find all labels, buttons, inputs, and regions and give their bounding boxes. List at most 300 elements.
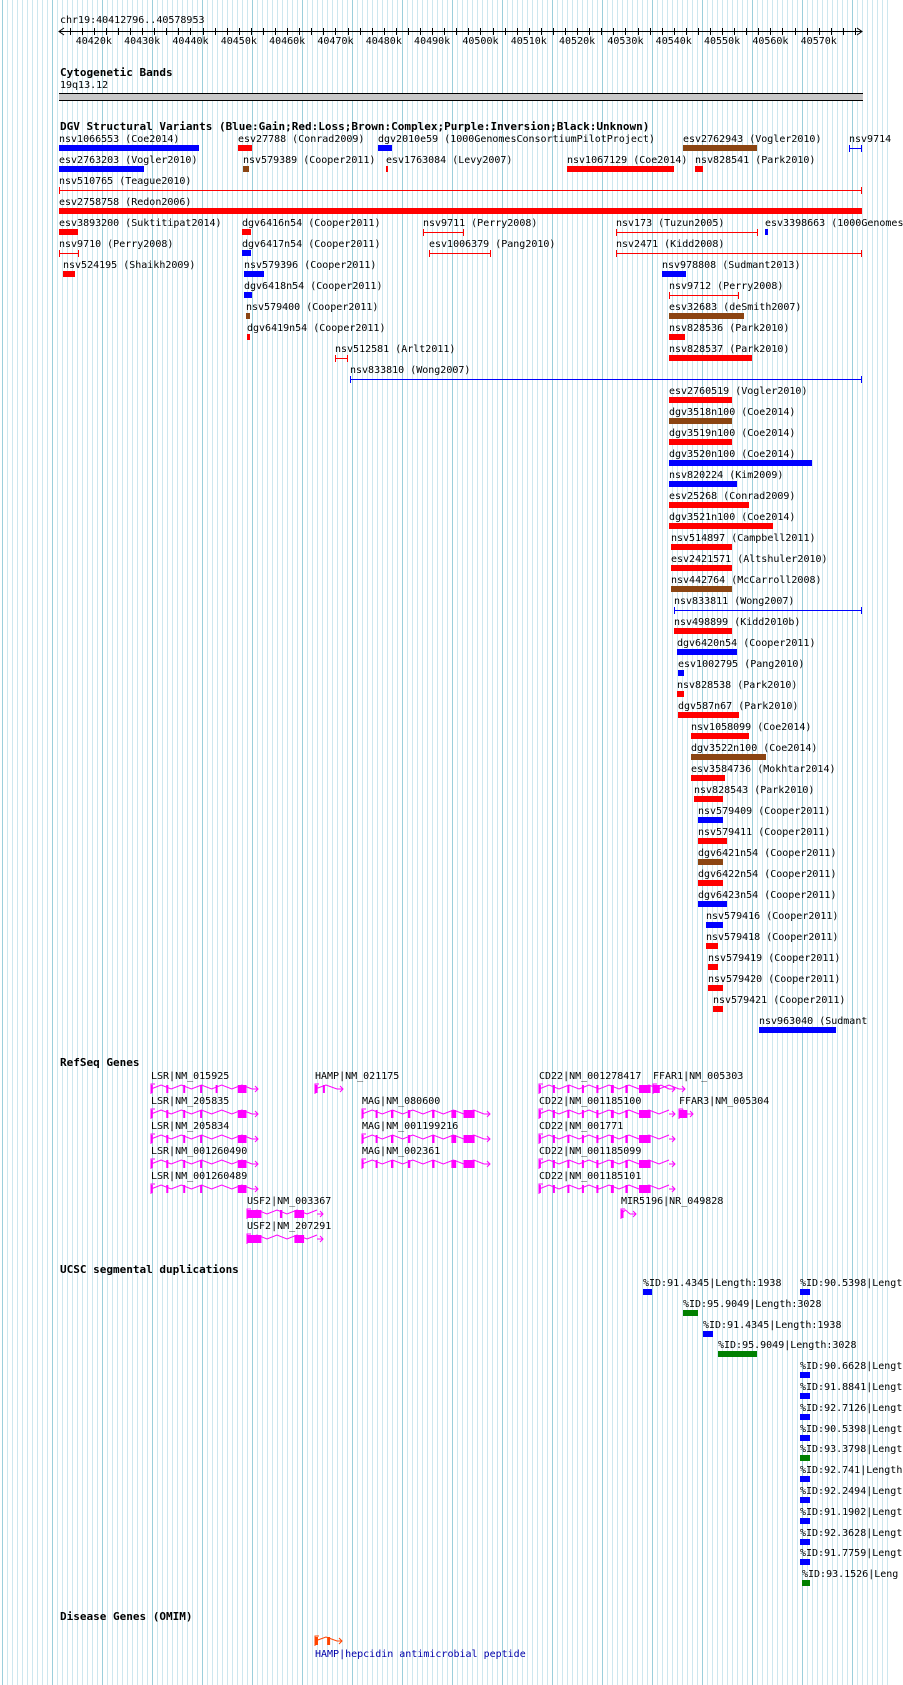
- dgv-variant-label[interactable]: nsv510765 (Teague2010): [59, 176, 192, 187]
- dgv-variant-bar[interactable]: [698, 859, 723, 865]
- refseq-gene-model[interactable]: [362, 1132, 492, 1146]
- dgv-variant-label[interactable]: nsv833811 (Wong2007): [674, 596, 795, 607]
- dgv-variant-cap: [757, 229, 758, 236]
- dgv-variant-label[interactable]: nsv524195 (Shaikh2009): [63, 260, 196, 271]
- refseq-gene-label[interactable]: CD22|NM_001185101: [539, 1171, 642, 1182]
- refseq-gene-model[interactable]: [539, 1132, 677, 1146]
- dgv-variant-bar[interactable]: [669, 460, 812, 466]
- exon-block: [432, 1160, 434, 1168]
- dgv-variant-bar[interactable]: [695, 166, 703, 172]
- dgv-variant-label[interactable]: dgv587n67 (Park2010): [678, 701, 799, 712]
- strand-arrow-icon: [337, 1086, 343, 1092]
- exon-block: [464, 1110, 475, 1118]
- exon-block: [200, 1160, 202, 1168]
- dgv-variant-bar[interactable]: [59, 229, 78, 235]
- dgv-variant-bar[interactable]: [59, 166, 144, 172]
- dgv-variant-line[interactable]: [429, 253, 491, 254]
- segdup-bar[interactable]: [800, 1414, 810, 1420]
- exon-block: [200, 1185, 202, 1193]
- dgv-variant-label[interactable]: nsv820224 (Kim2009): [669, 470, 784, 481]
- dgv-variant-bar[interactable]: [698, 817, 723, 823]
- dgv-variant-bar[interactable]: [378, 145, 392, 151]
- exon-block: [539, 1110, 541, 1118]
- exon-block: [679, 1110, 687, 1118]
- strand-arrow-icon: [630, 1211, 636, 1217]
- segdup-label[interactable]: %ID:92.741|Length: [800, 1465, 903, 1477]
- segdup-bar[interactable]: [800, 1476, 810, 1482]
- exon-block: [639, 1085, 651, 1093]
- segdup-label[interactable]: %ID:95.9049|Length:3028: [718, 1340, 857, 1352]
- dgv-variant-label[interactable]: nsv1066553 (Coe2014): [59, 134, 180, 145]
- exon-block: [582, 1185, 584, 1193]
- segdup-label[interactable]: %ID:93.1526|Leng: [802, 1569, 899, 1581]
- exon-block: [166, 1135, 168, 1143]
- segdup-label[interactable]: %ID:91.8841|Lengt: [800, 1382, 903, 1393]
- dgv-variant-line[interactable]: [669, 295, 739, 296]
- exon-block: [654, 1085, 660, 1093]
- dgv-variant-cap: [78, 250, 79, 257]
- refseq-gene-model[interactable]: [315, 1082, 345, 1096]
- exon-block: [539, 1085, 541, 1093]
- dgv-variant-label[interactable]: nsv9711 (Perry2008): [423, 218, 538, 229]
- exon-block: [391, 1135, 393, 1143]
- refseq-gene-model[interactable]: [151, 1157, 260, 1171]
- dgv-track-title: DGV Structural Variants (Blue:Gain;Red:Loss;Brown:Complex;Purple:Inversion;Black:Unknown): [60, 120, 650, 133]
- refseq-gene-label[interactable]: MAG|NM_001199216: [362, 1121, 459, 1132]
- ruler-tick-label: 40470k: [317, 36, 354, 47]
- dgv-variant-bar[interactable]: [678, 670, 684, 676]
- ruler-tick-label: 40550k: [704, 36, 741, 47]
- dgv-variant-bar[interactable]: [677, 691, 684, 697]
- dgv-variant-label[interactable]: esv2758758 (Redon2006): [59, 197, 192, 208]
- dgv-variant-label[interactable]: nsv828538 (Park2010): [677, 680, 798, 691]
- dgv-variant-bar[interactable]: [244, 271, 264, 277]
- dgv-variant-bar[interactable]: [708, 985, 723, 991]
- dgv-variant-cap: [861, 145, 862, 152]
- segdup-label[interactable]: %ID:93.3798|Lengt: [800, 1444, 903, 1456]
- dgv-variant-bar[interactable]: [669, 439, 732, 445]
- strand-arrow-icon: [484, 1161, 490, 1167]
- dgv-variant-label[interactable]: nsv579420 (Cooper2011): [708, 974, 841, 985]
- exon-block: [151, 1185, 153, 1193]
- refseq-gene-label[interactable]: FFAR1|NM_005303: [653, 1071, 744, 1082]
- dgv-variant-label[interactable]: nsv1058099 (Coe2014): [691, 722, 812, 733]
- dgv-variant-label[interactable]: nsv579419 (Cooper2011): [708, 953, 841, 964]
- dgv-variant-label[interactable]: dgv3520n100 (Coe2014): [669, 449, 796, 460]
- dgv-variant-label[interactable]: nsv828541 (Park2010): [695, 155, 816, 166]
- dgv-variant-line[interactable]: [59, 190, 862, 191]
- strand-arrow-icon: [669, 1111, 675, 1117]
- dgv-variant-label[interactable]: dgv6421n54 (Cooper2011): [698, 848, 837, 859]
- exon-block: [567, 1185, 569, 1193]
- segdup-bar[interactable]: [802, 1580, 810, 1586]
- refseq-gene-label[interactable]: CD22|NM_001771: [539, 1121, 624, 1132]
- segdup-bar[interactable]: [718, 1351, 757, 1357]
- exon-block: [596, 1135, 598, 1143]
- strand-arrow-icon: [669, 1086, 675, 1092]
- segdup-label[interactable]: %ID:90.5398|Lengt: [800, 1423, 903, 1435]
- coordinate-ruler: [0, 24, 890, 54]
- refseq-gene-model[interactable]: [151, 1182, 260, 1196]
- refseq-gene-label[interactable]: USF2|NM_207291: [247, 1221, 332, 1232]
- dgv-variant-bar[interactable]: [694, 796, 723, 802]
- segdup-label[interactable]: %ID:92.3628|Lengt: [800, 1527, 903, 1539]
- dgv-variant-cap: [423, 229, 424, 236]
- dgv-variant-cap: [335, 355, 336, 362]
- dgv-variant-cap: [616, 250, 617, 257]
- dgv-variant-label[interactable]: nsv579421 (Cooper2011): [713, 995, 846, 1006]
- dgv-variant-cap: [490, 250, 491, 257]
- dgv-variant-label[interactable]: esv3398663 (1000Genomes: [765, 218, 903, 229]
- exon-block: [151, 1110, 153, 1118]
- ruler-tick-label: 40540k: [655, 36, 692, 47]
- exon-block: [611, 1085, 614, 1093]
- exon-block: [238, 1135, 247, 1143]
- omim-exon: [315, 1637, 318, 1645]
- exon-block: [639, 1160, 651, 1168]
- dgv-variant-label[interactable]: nsv579416 (Cooper2011): [706, 911, 839, 922]
- dgv-variant-label[interactable]: esv2762943 (Vogler2010): [683, 134, 822, 145]
- dgv-variant-bar[interactable]: [669, 397, 732, 403]
- dgv-variant-bar[interactable]: [247, 334, 250, 340]
- refseq-gene-label[interactable]: MAG|NM_080600: [362, 1096, 441, 1107]
- dgv-variant-label[interactable]: nsv579396 (Cooper2011): [244, 260, 377, 271]
- dgv-variant-bar[interactable]: [244, 292, 252, 298]
- dgv-variant-label[interactable]: dgv2010e59 (1000GenomesConsortiumPilotProject): [378, 134, 655, 145]
- dgv-variant-line[interactable]: [616, 253, 862, 254]
- dgv-variant-label[interactable]: esv27788 (Conrad2009): [238, 134, 365, 145]
- refseq-gene-model[interactable]: [151, 1132, 260, 1146]
- dgv-variant-bar[interactable]: [669, 481, 737, 487]
- refseq-gene-model[interactable]: [247, 1207, 325, 1221]
- dgv-variant-bar[interactable]: [691, 733, 749, 739]
- refseq-gene-model[interactable]: [151, 1082, 260, 1096]
- dgv-variant-bar[interactable]: [662, 271, 686, 277]
- dgv-variant-label[interactable]: nsv9710 (Perry2008): [59, 239, 174, 250]
- omim-gene-label[interactable]: HAMP|hepcidin antimicrobial peptide: [315, 1649, 526, 1660]
- refseq-gene-label[interactable]: LSR|NM_205834: [151, 1121, 230, 1132]
- dgv-variant-label[interactable]: esv2760519 (Vogler2010): [669, 386, 808, 397]
- dgv-variant-bar[interactable]: [671, 565, 732, 571]
- exon-block: [151, 1085, 153, 1093]
- dgv-variant-label[interactable]: dgv3522n100 (Coe2014): [691, 743, 818, 754]
- segdup-bar[interactable]: [800, 1372, 810, 1378]
- refseq-gene-model[interactable]: [247, 1232, 325, 1246]
- dgv-variant-label[interactable]: esv32683 (deSmith2007): [669, 302, 802, 313]
- dgv-variant-bar[interactable]: [669, 418, 732, 424]
- cytoband-name: 19q13.12: [60, 80, 109, 91]
- ruler-tick-label: 40440k: [172, 36, 209, 47]
- dgv-variant-line[interactable]: [350, 379, 862, 380]
- dgv-variant-bar[interactable]: [669, 313, 744, 319]
- ruler-tick-label: 40500k: [462, 36, 499, 47]
- dgv-variant-label[interactable]: dgv6417n54 (Cooper2011): [242, 239, 381, 250]
- dgv-variant-bar[interactable]: [63, 271, 75, 277]
- exon-block: [238, 1160, 247, 1168]
- exon-block: [451, 1135, 456, 1143]
- strand-arrow-icon: [484, 1136, 490, 1142]
- dgv-variant-bar[interactable]: [59, 145, 199, 151]
- exon-block: [200, 1135, 202, 1143]
- refseq-gene-label[interactable]: FFAR3|NM_005304: [679, 1096, 770, 1107]
- dgv-variant-bar[interactable]: [691, 775, 725, 781]
- dgv-variant-bar[interactable]: [765, 229, 768, 235]
- dgv-variant-bar[interactable]: [238, 145, 252, 151]
- exon-block: [248, 1210, 262, 1218]
- exon-block: [183, 1135, 185, 1143]
- refseq-track-title: RefSeq Genes: [60, 1056, 140, 1069]
- refseq-gene-model[interactable]: [539, 1182, 677, 1196]
- dgv-variant-label[interactable]: esv1763084 (Levy2007): [386, 155, 513, 166]
- dgv-variant-bar[interactable]: [671, 544, 732, 550]
- dgv-variant-label[interactable]: nsv9714: [849, 134, 892, 145]
- dgv-variant-bar[interactable]: [243, 166, 249, 172]
- segdup-label[interactable]: %ID:91.7759|Lengt: [800, 1548, 903, 1560]
- dgv-variant-label[interactable]: nsv2471 (Kidd2008): [616, 239, 725, 250]
- exon-block: [553, 1160, 555, 1168]
- exon-block: [151, 1160, 153, 1168]
- dgv-variant-label[interactable]: esv1006379 (Pang2010): [429, 239, 556, 250]
- refseq-gene-model[interactable]: [151, 1107, 260, 1121]
- refseq-gene-label[interactable]: MIR5196|NR_049828: [621, 1196, 724, 1207]
- exon-block: [596, 1185, 598, 1193]
- dgv-variant-label[interactable]: nsv9712 (Perry2008): [669, 281, 784, 292]
- dgv-variant-label[interactable]: dgv6423n54 (Cooper2011): [698, 890, 837, 901]
- exon-block: [280, 1210, 282, 1218]
- dgv-variant-label[interactable]: esv25268 (Conrad2009): [669, 491, 796, 502]
- segdup-bar[interactable]: [800, 1455, 810, 1461]
- segdup-bar[interactable]: [683, 1310, 698, 1316]
- dgv-variant-cap: [849, 145, 850, 152]
- refseq-gene-label[interactable]: CD22|NM_001185100: [539, 1096, 642, 1107]
- dgv-variant-label[interactable]: esv1002795 (Pang2010): [678, 659, 805, 670]
- dgv-variant-bar[interactable]: [678, 712, 739, 718]
- dgv-variant-label[interactable]: dgv3518n100 (Coe2014): [669, 407, 796, 418]
- exon-block: [183, 1085, 185, 1093]
- segdup-label[interactable]: %ID:92.7126|Lengt: [800, 1402, 903, 1414]
- dgv-variant-label[interactable]: esv2763203 (Vogler2010): [59, 155, 198, 166]
- segdup-bar[interactable]: [800, 1435, 810, 1441]
- segdup-bar[interactable]: [800, 1393, 810, 1399]
- refseq-gene-label[interactable]: MAG|NM_002361: [362, 1146, 441, 1157]
- dgv-variant-cap: [347, 355, 348, 362]
- dgv-variant-label[interactable]: nsv579389 (Cooper2011): [243, 155, 376, 166]
- dgv-variant-label[interactable]: nsv579411 (Cooper2011): [698, 827, 831, 838]
- dgv-variant-bar[interactable]: [242, 250, 251, 256]
- dgv-variant-label[interactable]: nsv1067129 (Coe2014): [567, 155, 688, 166]
- exon-block: [294, 1235, 304, 1243]
- exon-block: [596, 1110, 598, 1118]
- segdup-label[interactable]: %ID:92.2494|Lengt: [800, 1486, 903, 1497]
- exon-block: [166, 1085, 168, 1093]
- refseq-gene-model[interactable]: [539, 1157, 677, 1171]
- refseq-gene-label[interactable]: CD22|NM_001278417: [539, 1071, 642, 1082]
- dgv-variant-bar[interactable]: [759, 1027, 836, 1033]
- dgv-variant-bar[interactable]: [677, 649, 737, 655]
- ruler-tick-label: 40510k: [510, 36, 547, 47]
- dgv-variant-label[interactable]: esv2421571 (Altshuler2010): [671, 554, 828, 565]
- strand-arrow-icon: [252, 1086, 258, 1092]
- exon-block: [611, 1110, 614, 1118]
- refseq-gene-label[interactable]: LSR|NM_205835: [151, 1096, 230, 1107]
- exon-block: [432, 1135, 434, 1143]
- dgv-variant-label[interactable]: dgv6416n54 (Cooper2011): [242, 218, 381, 229]
- exon-block: [183, 1160, 185, 1168]
- exon-block: [408, 1135, 410, 1143]
- dgv-variant-cap: [861, 187, 862, 194]
- exon-block: [408, 1110, 410, 1118]
- dgv-variant-line[interactable]: [674, 610, 862, 611]
- ruler-tick-label: 40430k: [124, 36, 161, 47]
- exon-block: [151, 1135, 153, 1143]
- exon-block: [553, 1135, 555, 1143]
- dgv-variant-cap: [861, 250, 862, 257]
- dgv-variant-bar[interactable]: [242, 229, 251, 235]
- dgv-variant-label[interactable]: nsv828543 (Park2010): [694, 785, 815, 796]
- refseq-gene-label[interactable]: LSR|NM_015925: [151, 1071, 230, 1082]
- exon-block: [200, 1085, 202, 1093]
- dgv-variant-label[interactable]: nsv579418 (Cooper2011): [706, 932, 839, 943]
- dgv-variant-bar[interactable]: [674, 628, 732, 634]
- dgv-variant-bar[interactable]: [706, 922, 723, 928]
- dgv-variant-label[interactable]: dgv6418n54 (Cooper2011): [244, 281, 383, 292]
- dgv-variant-label[interactable]: nsv978808 (Sudmant2013): [662, 260, 801, 271]
- exon-block: [639, 1135, 651, 1143]
- dgv-variant-label[interactable]: nsv828536 (Park2010): [669, 323, 790, 334]
- dgv-variant-bar[interactable]: [708, 964, 718, 970]
- dgv-variant-bar[interactable]: [713, 1006, 723, 1012]
- segdup-label[interactable]: %ID:91.1902|Lengt: [800, 1506, 903, 1518]
- dgv-variant-label[interactable]: esv3584736 (Mokhtar2014): [691, 764, 836, 775]
- exon-block: [183, 1185, 185, 1193]
- exon-block: [294, 1210, 304, 1218]
- dgv-variant-label[interactable]: dgv6422n54 (Cooper2011): [698, 869, 837, 880]
- exon-block: [553, 1085, 555, 1093]
- dgv-variant-bar[interactable]: [246, 313, 250, 319]
- segdup-bar[interactable]: [643, 1289, 652, 1295]
- strand-arrow-icon: [687, 1111, 693, 1117]
- dgv-variant-bar[interactable]: [691, 754, 766, 760]
- segdup-bar[interactable]: [800, 1497, 810, 1503]
- dgv-variant-label[interactable]: nsv512581 (Arlt2011): [335, 344, 456, 355]
- segdup-track-title: UCSC segmental duplications: [60, 1263, 239, 1276]
- exon-block: [362, 1135, 364, 1143]
- dgv-variant-bar[interactable]: [706, 943, 718, 949]
- exon-block: [582, 1110, 584, 1118]
- ruler-tick-label: 40570k: [800, 36, 837, 47]
- segdup-bar[interactable]: [800, 1539, 810, 1545]
- dgv-variant-label[interactable]: nsv833810 (Wong2007): [350, 365, 471, 376]
- refseq-gene-model[interactable]: [679, 1107, 695, 1121]
- exon-block: [391, 1110, 393, 1118]
- exon-block: [567, 1160, 569, 1168]
- segdup-label[interactable]: %ID:90.5398|Lengt: [800, 1278, 903, 1289]
- dgv-variant-label[interactable]: dgv6420n54 (Cooper2011): [677, 638, 816, 649]
- strand-arrow-icon: [317, 1236, 323, 1242]
- exon-block: [451, 1160, 456, 1168]
- dgv-variant-bar[interactable]: [683, 145, 757, 151]
- segdup-bar[interactable]: [800, 1559, 810, 1565]
- exon-block: [376, 1110, 378, 1118]
- ruler-tick-label: 40450k: [220, 36, 257, 47]
- exon-block: [391, 1160, 393, 1168]
- dgv-variant-line[interactable]: [616, 232, 758, 233]
- segdup-label[interactable]: %ID:91.4345|Length:1938: [643, 1278, 782, 1289]
- dgv-variant-label[interactable]: nsv442764 (McCarroll2008): [671, 575, 822, 586]
- dgv-variant-label[interactable]: dgv3519n100 (Coe2014): [669, 428, 796, 439]
- dgv-variant-label[interactable]: nsv579409 (Cooper2011): [698, 806, 831, 817]
- dgv-variant-bar[interactable]: [669, 523, 773, 529]
- dgv-variant-bar[interactable]: [669, 334, 685, 340]
- refseq-gene-model[interactable]: [362, 1107, 492, 1121]
- exon-block: [248, 1235, 262, 1243]
- dgv-variant-bar[interactable]: [567, 166, 674, 172]
- exon-block: [464, 1160, 475, 1168]
- exon-block: [567, 1085, 569, 1093]
- refseq-gene-label[interactable]: USF2|NM_003367: [247, 1196, 332, 1207]
- dgv-variant-label[interactable]: esv3893200 (Suktitipat2014): [59, 218, 222, 229]
- exon-block: [611, 1135, 614, 1143]
- dgv-variant-label[interactable]: nsv514897 (Campbell2011): [671, 533, 816, 544]
- refseq-gene-label[interactable]: CD22|NM_001185099: [539, 1146, 642, 1157]
- dgv-variant-bar[interactable]: [698, 838, 727, 844]
- dgv-variant-label[interactable]: nsv579400 (Cooper2011): [246, 302, 379, 313]
- segdup-label[interactable]: %ID:91.4345|Length:1938: [703, 1319, 842, 1331]
- exon-block: [432, 1110, 434, 1118]
- segdup-label[interactable]: %ID:90.6628|Lengt: [800, 1361, 903, 1373]
- dgv-variant-label[interactable]: nsv498899 (Kidd2010b): [674, 617, 801, 628]
- dgv-variant-label[interactable]: dgv3521n100 (Coe2014): [669, 512, 796, 523]
- omim-gene-model[interactable]: [315, 1634, 345, 1648]
- dgv-variant-cap: [463, 229, 464, 236]
- segdup-label[interactable]: %ID:95.9049|Length:3028: [683, 1298, 822, 1310]
- refseq-gene-model[interactable]: [621, 1207, 638, 1221]
- segdup-bar[interactable]: [800, 1289, 810, 1295]
- dgv-variant-bar[interactable]: [669, 355, 752, 361]
- omim-track-title: Disease Genes (OMIM): [60, 1610, 193, 1623]
- dgv-variant-cap: [669, 292, 670, 299]
- refseq-gene-label[interactable]: HAMP|NM_021175: [315, 1071, 400, 1082]
- refseq-gene-model[interactable]: [653, 1082, 677, 1096]
- dgv-variant-line[interactable]: [59, 253, 79, 254]
- exon-block: [553, 1110, 555, 1118]
- dgv-variant-label[interactable]: dgv6419n54 (Cooper2011): [247, 323, 386, 334]
- dgv-variant-bar[interactable]: [669, 502, 749, 508]
- dgv-variant-label[interactable]: nsv828537 (Park2010): [669, 344, 790, 355]
- refseq-gene-model[interactable]: [362, 1157, 492, 1171]
- refseq-gene-label[interactable]: LSR|NM_001260490: [151, 1146, 248, 1157]
- dgv-variant-label[interactable]: nsv173 (Tuzun2005): [616, 218, 725, 229]
- cytoband-bar[interactable]: [59, 93, 863, 101]
- dgv-variant-bar[interactable]: [386, 166, 388, 172]
- omim-exon: [327, 1637, 330, 1645]
- strand-arrow-icon: [669, 1186, 675, 1192]
- segdup-bar[interactable]: [703, 1331, 713, 1337]
- exon-block: [611, 1160, 614, 1168]
- refseq-gene-model[interactable]: [539, 1107, 677, 1121]
- ruler-tick-label: 40480k: [365, 36, 402, 47]
- dgv-variant-bar[interactable]: [671, 586, 732, 592]
- dgv-variant-line[interactable]: [423, 232, 464, 233]
- dgv-variant-bar[interactable]: [698, 901, 727, 907]
- dgv-variant-bar[interactable]: [698, 880, 723, 886]
- refseq-gene-label[interactable]: LSR|NM_001260489: [151, 1171, 248, 1182]
- exon-block: [596, 1160, 598, 1168]
- dgv-variant-label[interactable]: nsv963040 (Sudmant: [759, 1016, 868, 1027]
- segdup-bar[interactable]: [800, 1518, 810, 1524]
- dgv-variant-bar[interactable]: [59, 208, 862, 214]
- exon-block: [238, 1085, 247, 1093]
